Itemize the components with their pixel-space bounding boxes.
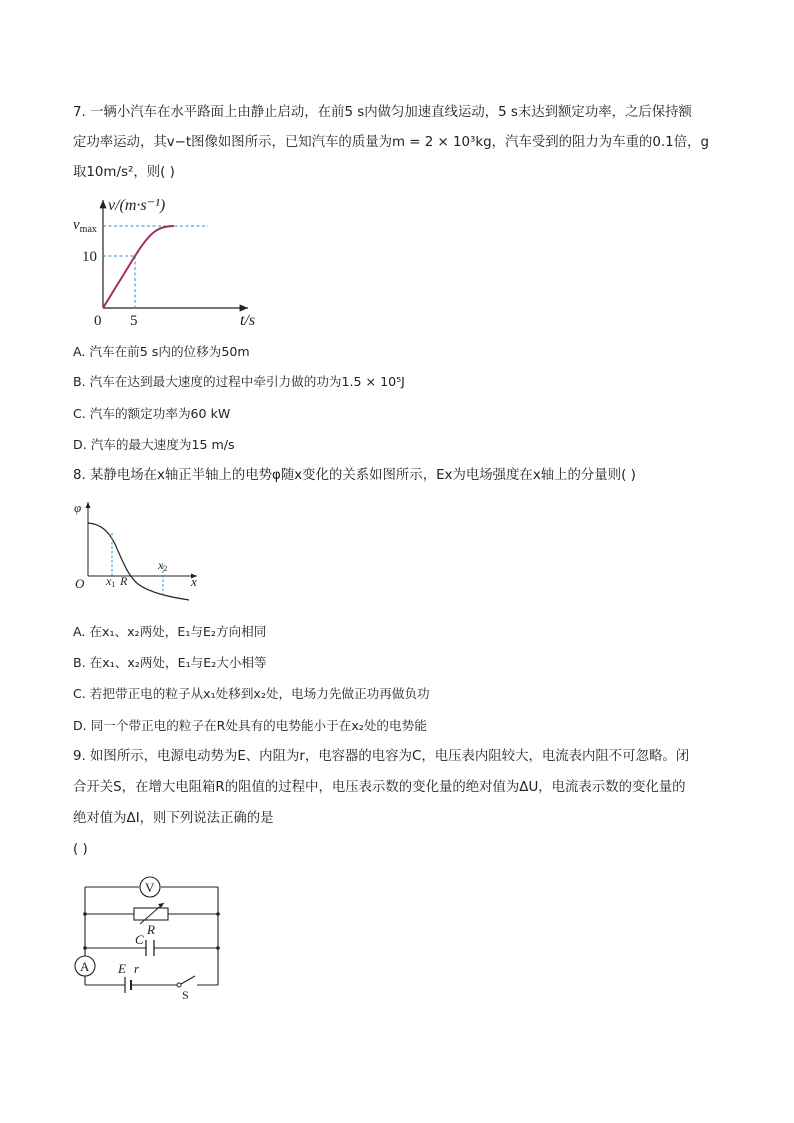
q7-option-c[interactable]: C. 汽车的额定功率为60 kW <box>73 406 231 421</box>
q9-resistor-label: R <box>147 922 155 937</box>
q9-stem-line1: 9. 如图所示，电源电动势为E、内阻为r，电容器的电容为C，电压表内阻较大，电流表内阻不可忽略。闭 <box>73 749 690 764</box>
q7-tick-10: 10 <box>82 249 97 265</box>
q9-stem-line2: 合开关S，在增大电阻箱R的阻值的过程中，电压表示数的变化量的绝对值为ΔU，电流表示数的变化量的 <box>73 780 686 795</box>
q8-option-d[interactable]: D. 同一个带正电的粒子在R处具有的电势能小于在x₂处的电势能 <box>73 718 427 733</box>
q8-stem-line1: 8. 某静电场在x轴正半轴上的电势φ随x变化的关系如图所示，Ex为电场强度在x轴上的分量则( ) <box>73 468 636 483</box>
q7-stem-line3: 取10m/s²，则( ) <box>73 165 175 180</box>
q9-junction <box>216 912 220 916</box>
q8-origin: O <box>75 576 85 591</box>
q7-stem-line1: 7. 一辆小汽车在水平路面上由静止启动，在前5 s内做匀加速直线运动，5 s末达到额定功率，之后保持额 <box>73 105 692 120</box>
q9-switch-pivot <box>177 983 181 987</box>
q9-ammeter-label: A <box>80 959 90 974</box>
q7-x-axis-label: t/s <box>240 312 256 329</box>
q7-vt-curve <box>103 226 174 308</box>
q7-option-b[interactable]: B. 汽车在达到最大速度的过程中牵引力做的功为1.5 × 10⁵J <box>73 374 405 389</box>
q9-voltmeter-label: V <box>145 880 155 895</box>
q7-tick-vmax: $v_{max}$ <box>73 217 97 235</box>
q7-option-a[interactable]: A. 汽车在前5 s内的位移为50m <box>73 344 250 359</box>
q7-vt-graph <box>70 192 280 330</box>
q8-x-axis-label: x <box>191 574 197 589</box>
q9-switch-label: S <box>182 988 189 1002</box>
q9-internal-r-label: r <box>134 961 140 976</box>
q8-potential-graph <box>70 496 210 606</box>
q9-emf-label: E <box>118 961 126 976</box>
q8-R-label: R <box>120 574 128 588</box>
q9-junction <box>216 946 220 950</box>
q8-x2-label: x2 <box>158 558 168 573</box>
q7-option-d[interactable]: D. 汽车的最大速度为15 m/s <box>73 437 235 452</box>
q8-option-b[interactable]: B. 在x₁、x₂两处，E₁与E₂大小相等 <box>73 655 267 670</box>
q9-stem-line3: 绝对值为ΔI，则下列说法正确的是 <box>73 811 274 826</box>
q7-stem-line2: 定功率运动，其v−t图像如图所示，已知汽车的质量为m = 2 × 10³kg，汽车受到的阻力为车重的0.1倍，g <box>73 135 709 150</box>
q8-x1-label: x1 <box>106 574 116 589</box>
q8-phi-curve <box>88 523 189 600</box>
q7-tick-origin: 0 <box>94 313 102 329</box>
q8-option-a[interactable]: A. 在x₁、x₂两处，E₁与E₂方向相同 <box>73 624 267 639</box>
q9-circuit-diagram <box>70 872 230 1002</box>
q7-tick-5: 5 <box>130 313 138 329</box>
q9-junction <box>83 912 87 916</box>
q9-switch-blade <box>181 976 195 984</box>
q9-stem-line4: ( ) <box>73 842 88 857</box>
q9-junction <box>83 946 87 950</box>
q9-capacitor-label: C <box>135 932 144 947</box>
q8-option-c[interactable]: C. 若把带正电的粒子从x₁处移到x₂处，电场力先做正功再做负功 <box>73 686 430 701</box>
q8-y-axis-label: φ <box>74 500 82 515</box>
q7-y-axis-label: v/(m·s⁻¹) <box>108 197 166 214</box>
